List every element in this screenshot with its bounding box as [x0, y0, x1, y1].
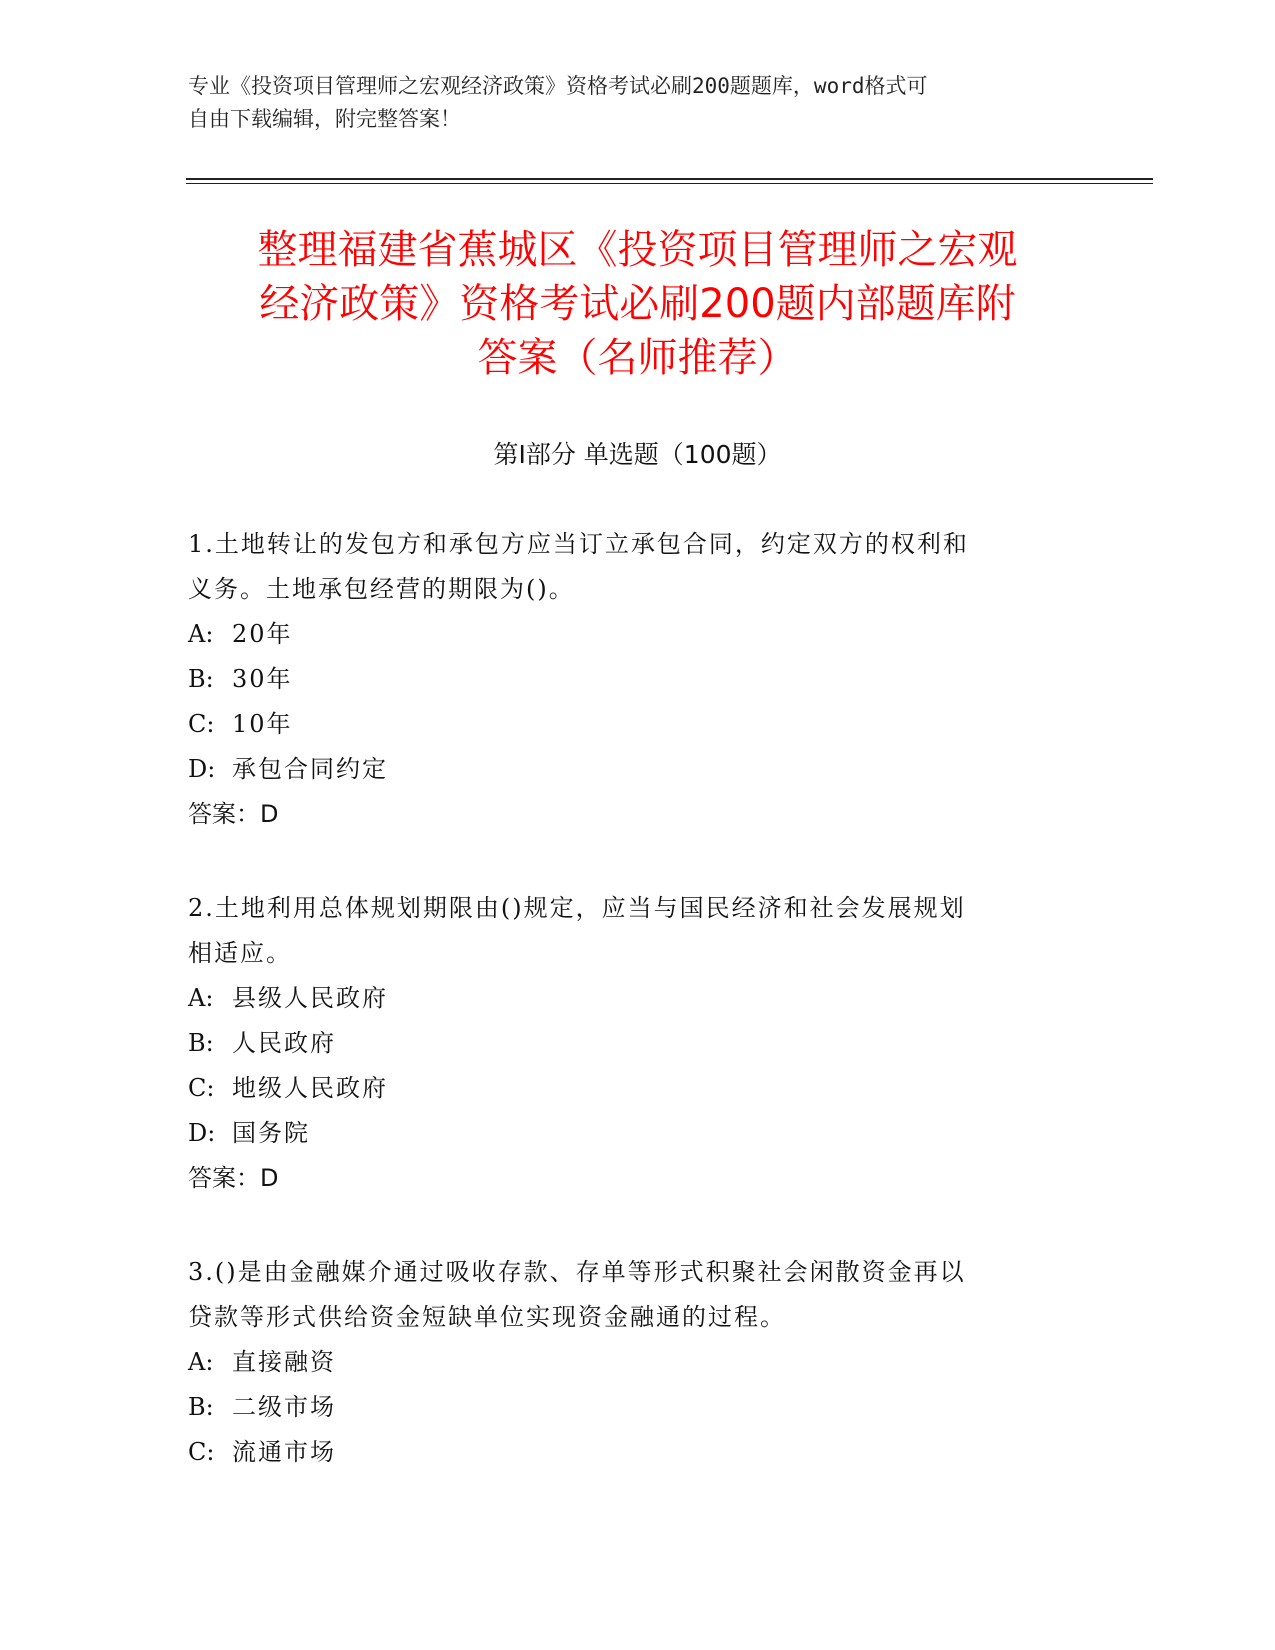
- document-title: [190, 223, 1085, 385]
- option-letter: D:: [188, 755, 216, 783]
- option-text: 二级市场: [232, 1393, 336, 1421]
- header-line: 自由下载编辑，附完整答案！: [188, 107, 461, 131]
- option-letter: B:: [188, 665, 214, 693]
- option-a: [188, 976, 1068, 1021]
- option-text: 流通市场: [232, 1438, 336, 1466]
- header-line: 专业《投资项目管理师之宏观经济政策》资格考试必刷200题题库，word格式可: [188, 74, 928, 98]
- option-letter: C:: [188, 1438, 215, 1466]
- option-text: 30年: [232, 665, 293, 693]
- option-c: [188, 702, 1068, 747]
- question-stem: 相适应。: [188, 939, 292, 967]
- option-letter: D:: [188, 1119, 216, 1147]
- option-b: [188, 1021, 1068, 1066]
- option-a: [188, 612, 1068, 657]
- header-divider-thin: [186, 183, 1153, 184]
- option-a: [188, 1340, 1068, 1385]
- option-d: [188, 1111, 1068, 1156]
- question-stem: 3.()是由金融媒介通过吸收存款、存单等形式积聚社会闲散资金再以: [188, 1258, 966, 1286]
- option-letter: A:: [188, 620, 214, 648]
- document-header-note: [188, 70, 1088, 136]
- option-letter: A:: [188, 1348, 214, 1376]
- option-c: [188, 1430, 1068, 1475]
- option-letter: B:: [188, 1029, 214, 1057]
- option-text: 承包合同约定: [232, 755, 388, 783]
- option-text: 直接融资: [232, 1348, 336, 1376]
- title-line: 经济政策》资格考试必刷200题内部题库附: [259, 281, 1016, 327]
- option-b: [188, 657, 1068, 702]
- question-stem: 义务。土地承包经营的期限为()。: [188, 575, 575, 603]
- option-text: 地级人民政府: [232, 1074, 388, 1102]
- option-d: [188, 747, 1068, 792]
- question-stem: 1.土地转让的发包方和承包方应当订立承包合同，约定双方的权利和: [188, 530, 969, 558]
- option-letter: B:: [188, 1393, 214, 1421]
- option-b: [188, 1385, 1068, 1430]
- question-block: [188, 1250, 1068, 1475]
- title-line: 答案（名师推荐）: [477, 335, 798, 381]
- option-text: 10年: [232, 710, 293, 738]
- option-c: [188, 1066, 1068, 1111]
- header-divider-thick: [186, 178, 1153, 180]
- title-line: 整理福建省蕉城区《投资项目管理师之宏观: [257, 227, 1018, 273]
- question-block: [188, 886, 1068, 1201]
- answer-line: 答案：D: [188, 1164, 279, 1192]
- option-text: 人民政府: [232, 1029, 336, 1057]
- question-stem: 2.土地利用总体规划期限由()规定，应当与国民经济和社会发展规划: [188, 894, 966, 922]
- option-text: 国务院: [232, 1119, 310, 1147]
- option-text: 20年: [232, 620, 293, 648]
- question-stem: 贷款等形式供给资金短缺单位实现资金融通的过程。: [188, 1303, 786, 1331]
- option-letter: C:: [188, 1074, 215, 1102]
- question-block: [188, 522, 1068, 837]
- option-text: 县级人民政府: [232, 984, 388, 1012]
- option-letter: A:: [188, 984, 214, 1012]
- option-letter: C:: [188, 710, 215, 738]
- answer-line: 答案：D: [188, 800, 279, 828]
- section-title: 第Ⅰ部分 单选题（100题）: [493, 440, 782, 469]
